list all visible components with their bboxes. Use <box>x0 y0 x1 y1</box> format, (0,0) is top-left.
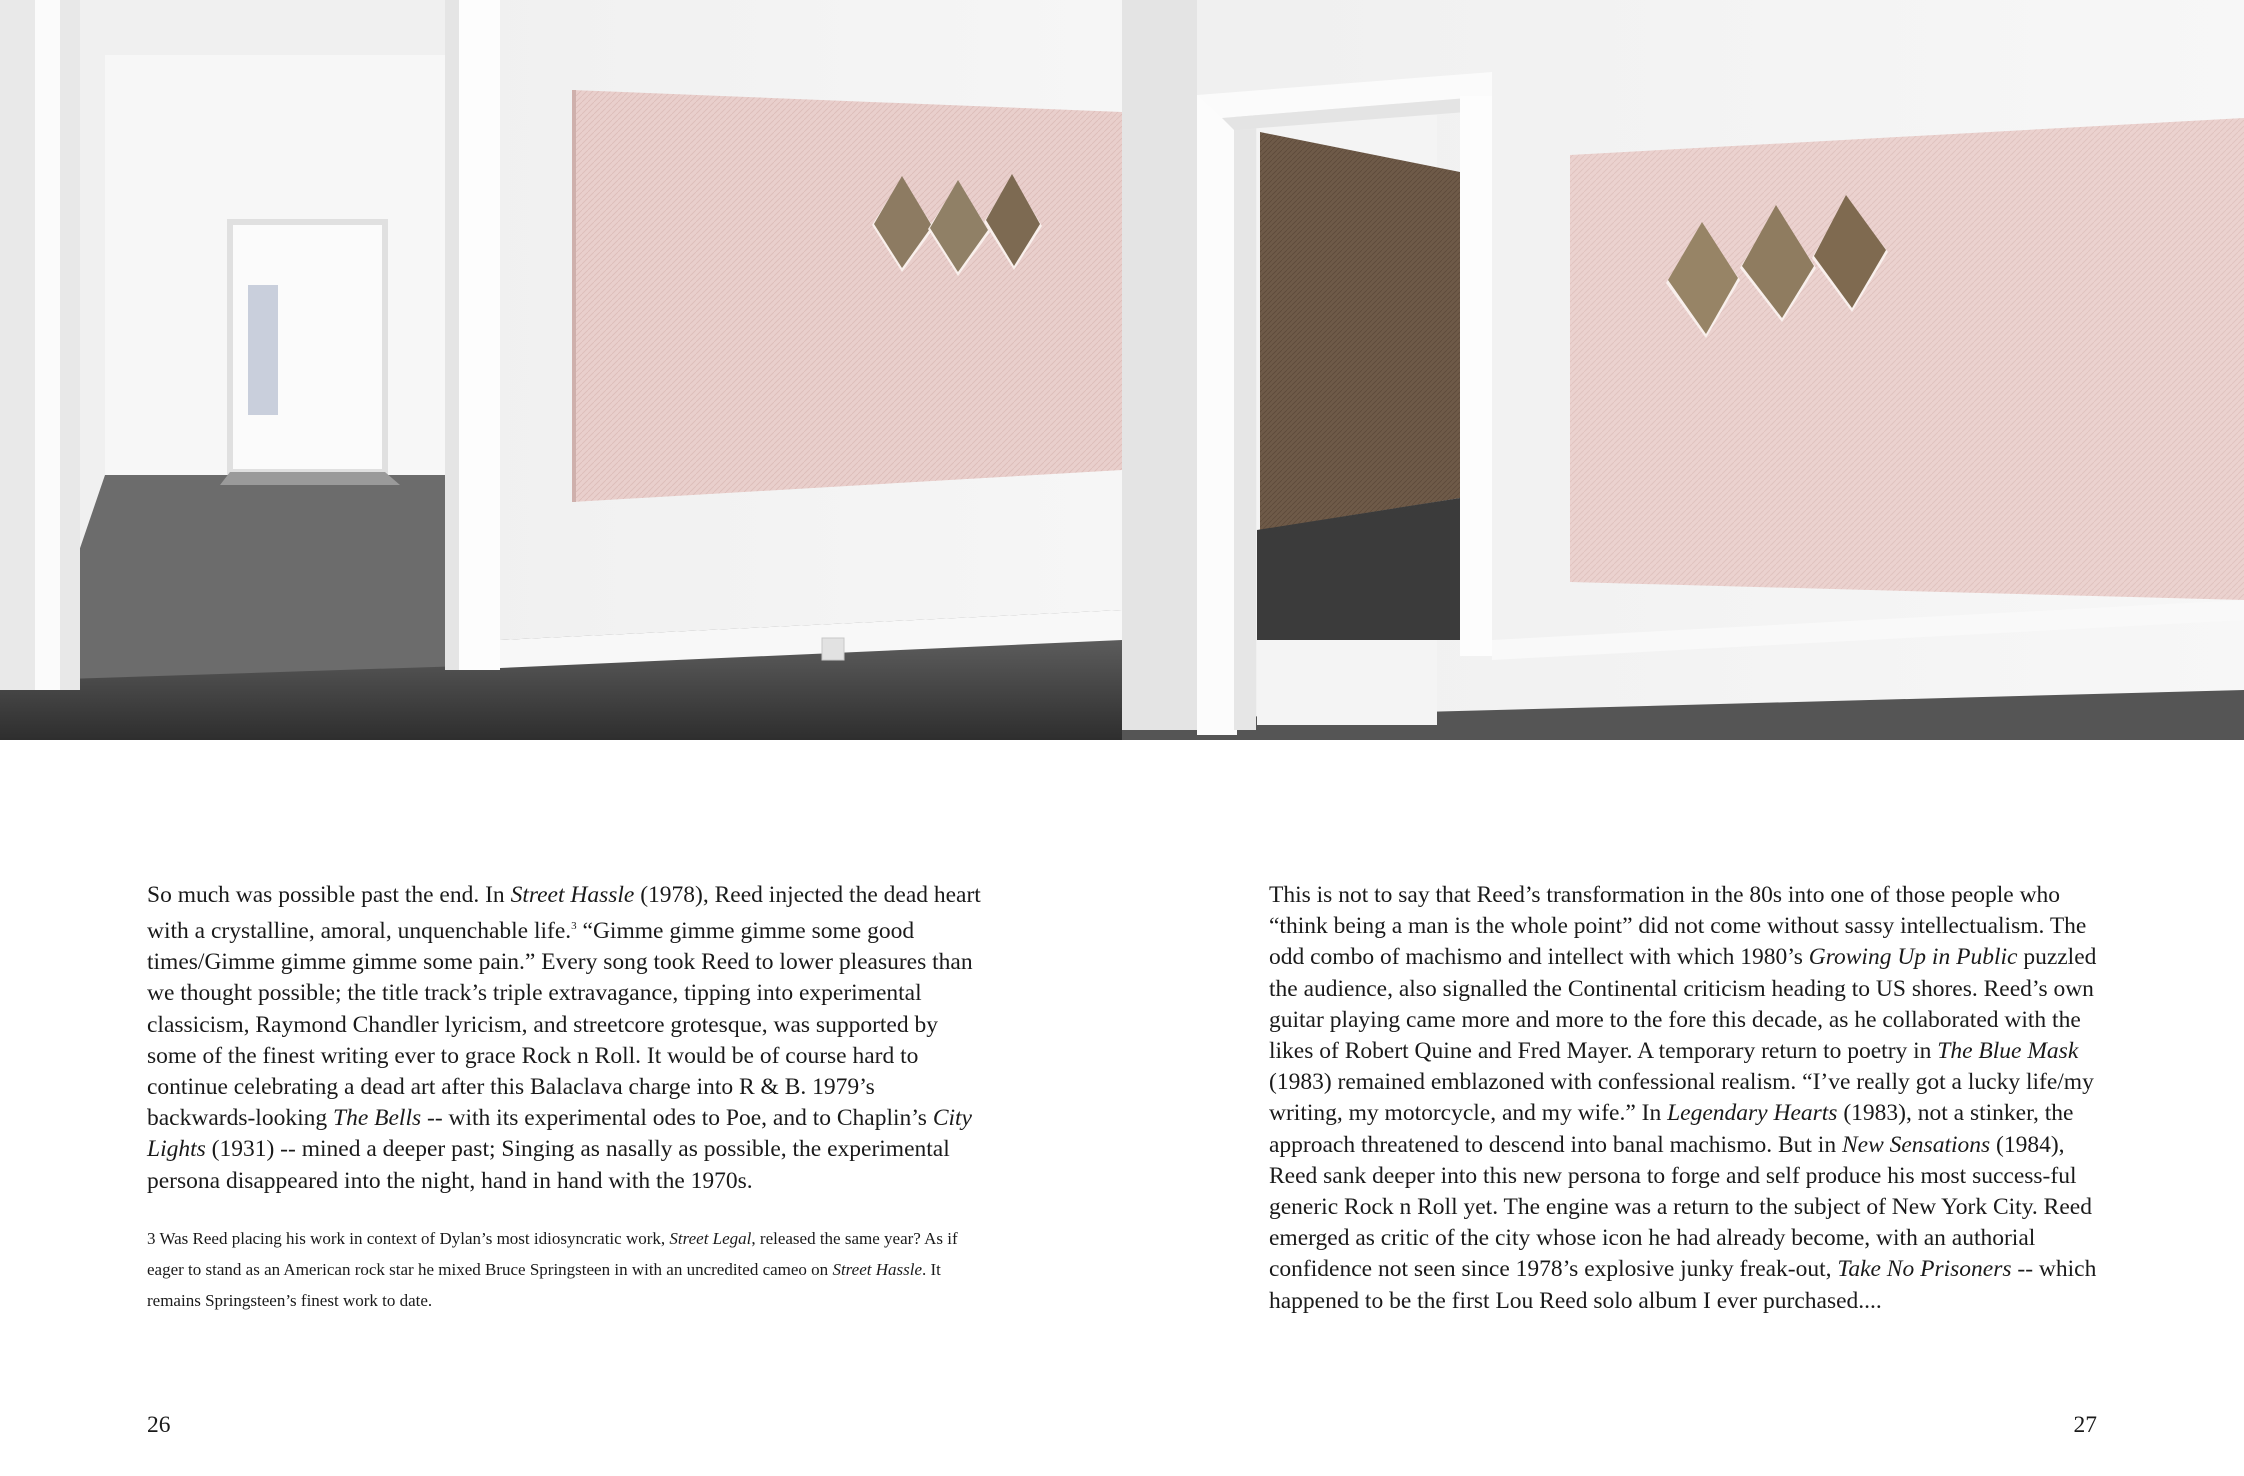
page-number-right: 27 <box>2073 1412 2097 1438</box>
footnote-reference: 3 <box>571 920 577 933</box>
right-body-paragraph: This is not to say that Reed’s transformation in the 80s into one of those people who “think being a man is the whole point” did not come without sassy intellectualism. The odd combo of machismo and intellect with which 1980’s Growing Up in Public puzzled the audience, also signalled the Continental criticism heading to US shores. Reed’s own guitar playing came more and more to the fore this decade, as he collaborated with the likes of Robert Quine and Fred Mayer. A temporary return to poetry in The Blue Mask (1983) remained emblazoned with confessional realism. “I’ve really got a lucky life/my writing, my motorcycle, and my wife.” In Legendary Hearts (1983), not a stinker, the approach threatened to descend into banal machismo. But in New Sensations (1984), Reed sank deeper into this new persona to forge and self produce his most success-ful generic Rock n Roll yet. The engine was a return to the subject of New York City. Reed emerged as critic of the city whose icon he had already become, with an authorial confidence not seen since 1978’s explosive junky freak-out, Take No Prisoners -- which happened to be the first Lou Reed solo album I ever purchased.... <box>1269 882 2097 1314</box>
diamond-motif <box>872 174 1042 276</box>
page-number-left: 26 <box>147 1412 171 1438</box>
left-page-column <box>147 880 987 1316</box>
gallery-photo-left <box>0 0 1122 740</box>
footnote: 3 Was Reed placing his work in context of Dylan’s most idiosyncratic work, Street Legal, released the same year? As if eager to stand as an American rock star he mixed Bruce Springsteen in with an uncredited cameo on Street Hassle. It remains Springsteen’s finest work to date. <box>147 1228 958 1310</box>
right-page-column <box>1269 880 2109 1317</box>
gallery-photo-right <box>1122 0 2244 740</box>
left-body-paragraph: So much was possible past the end. In Street Hassle (1978), Reed injected the dead heart with a crystalline, amoral, unquenchable life.$^3$ “Gimme gimme gimme some good times/Gimme gimme gimme some pain.” Every song took Reed to lower pleasures than we thought possible; the title track’s triple extravagance, tipping into experimental classicism, Raymond Chandler lyricism, and streetcore grotesque, was supported by some of the finest writing ever to grace Rock n Roll. It would be of course hard to continue celebrating a dead art after this Balaclava charge into R & B. 1979’s backwards-looking The Bells -- with its experimental odes to Poe, and to Chaplin’s City Lights (1931) -- mined a deeper past; Singing as nasally as possible, the experimental persona disappeared into the night, hand in hand with the 1970s. <box>147 882 981 1194</box>
